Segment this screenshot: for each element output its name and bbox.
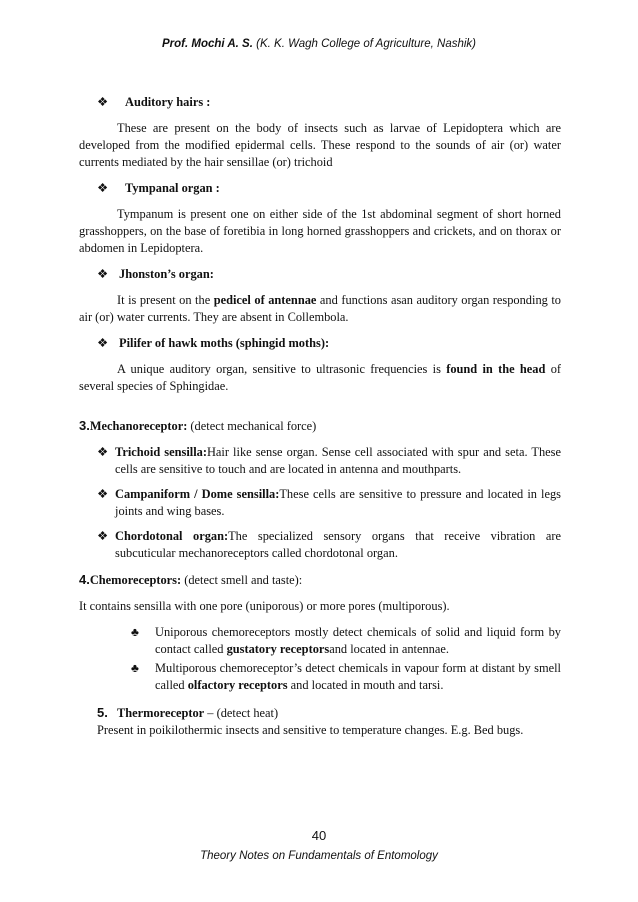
diamond-bullet-icon: ❖ [97, 445, 109, 459]
paragraph-auditory-hairs: These are present on the body of insects such as larvae of Lepidoptera which are developed from the modified epidermal cells. These respond to the sounds of air (or) water currents mediated by the hair sensillae (or) trichoid [79, 121, 561, 169]
section-chemoreceptors-heading: 4.Chemoreceptors: (detect smell and taste): [79, 572, 303, 587]
list-item-campaniform: ❖ Campaniform / Dome sensilla:These cells are sensitive to pressure and located in legs joints and wing bases. [97, 487, 562, 518]
list-item-trichoid: ❖ Trichoid sensilla:Hair like sense organ. Sense cell associated with spur and seta. These cells are sensitive to touch and are located in antenna and mouthparts. [97, 445, 561, 476]
club-bullet-icon: ♣ [131, 625, 139, 639]
paragraph-tympanal: Tympanum is present one on either side of the 1st abdominal segment of short horned grasshoppers, on the base of foretibia in long horned grasshoppers and crickets, and on thorax or abdomen in Lepidoptera. [79, 207, 561, 255]
section-heading-pilifer: ❖ Pilifer of hawk moths (sphingid moths): [97, 336, 330, 350]
diamond-bullet-icon: ❖ [97, 487, 109, 501]
club-bullet-icon: ♣ [131, 661, 139, 675]
page-footer: Theory Notes on Fundamentals of Entomology [200, 850, 438, 862]
paragraph-chemo-intro: It contains sensilla with one pore (uniporous) or more pores (multiporous). [79, 599, 450, 613]
diamond-bullet-icon: ❖ [97, 336, 109, 350]
diamond-bullet-icon: ❖ [97, 181, 109, 195]
paragraph-pilifer: A unique auditory organ, sensitive to ultrasonic frequencies is found in the head of several species of Sphingidae. [79, 362, 562, 393]
section-heading-tympanal: ❖ Tympanal organ : [97, 181, 220, 195]
list-item-uniporous: ♣ Uniporous chemoreceptors mostly detect chemicals of solid and liquid form by contact called gustatory receptorsand located in antennae. [131, 625, 561, 656]
list-item-multiporous: ♣ Multiporous chemoreceptor’s detect chemicals in vapour form at distant by smell called olfactory receptors and located in mouth and tarsi. [131, 661, 561, 692]
section-heading-auditory-hairs: ❖ Auditory hairs : [97, 95, 211, 109]
paragraph-thermoreceptor: Present in poikilothermic insects and sensitive to temperature changes. E.g. Bed bugs. [97, 723, 524, 737]
page-header [0, 38, 638, 50]
thermoreceptor-heading: 5. Thermoreceptor – (detect heat) [97, 705, 279, 720]
paragraph-jhonston: It is present on the pedicel of antennae and functions asan auditory organ responding to air (or) water currents. They are absent in Collembola. [79, 293, 561, 324]
diamond-bullet-icon: ❖ [97, 95, 109, 109]
section-mechanoreceptor-heading: 3.Mechanoreceptor: (detect mechanical force) [79, 418, 317, 433]
list-item-chordotonal: ❖ Chordotonal organ:The specialized sensory organs that receive vibration are subcuticular mechanoreceptors called chordotonal organ. [97, 529, 561, 560]
page-number: 40 [311, 828, 327, 843]
header-college: (K. K. Wagh College of Agriculture, Nashik) [256, 38, 477, 50]
section-heading-jhonston: ❖ Jhonston’s organ: [97, 267, 214, 281]
header-author: Prof. Mochi A. S. [161, 38, 253, 50]
section-thermoreceptor [97, 704, 561, 739]
diamond-bullet-icon: ❖ [97, 267, 109, 281]
page-body [79, 94, 561, 739]
diamond-bullet-icon: ❖ [97, 529, 109, 543]
